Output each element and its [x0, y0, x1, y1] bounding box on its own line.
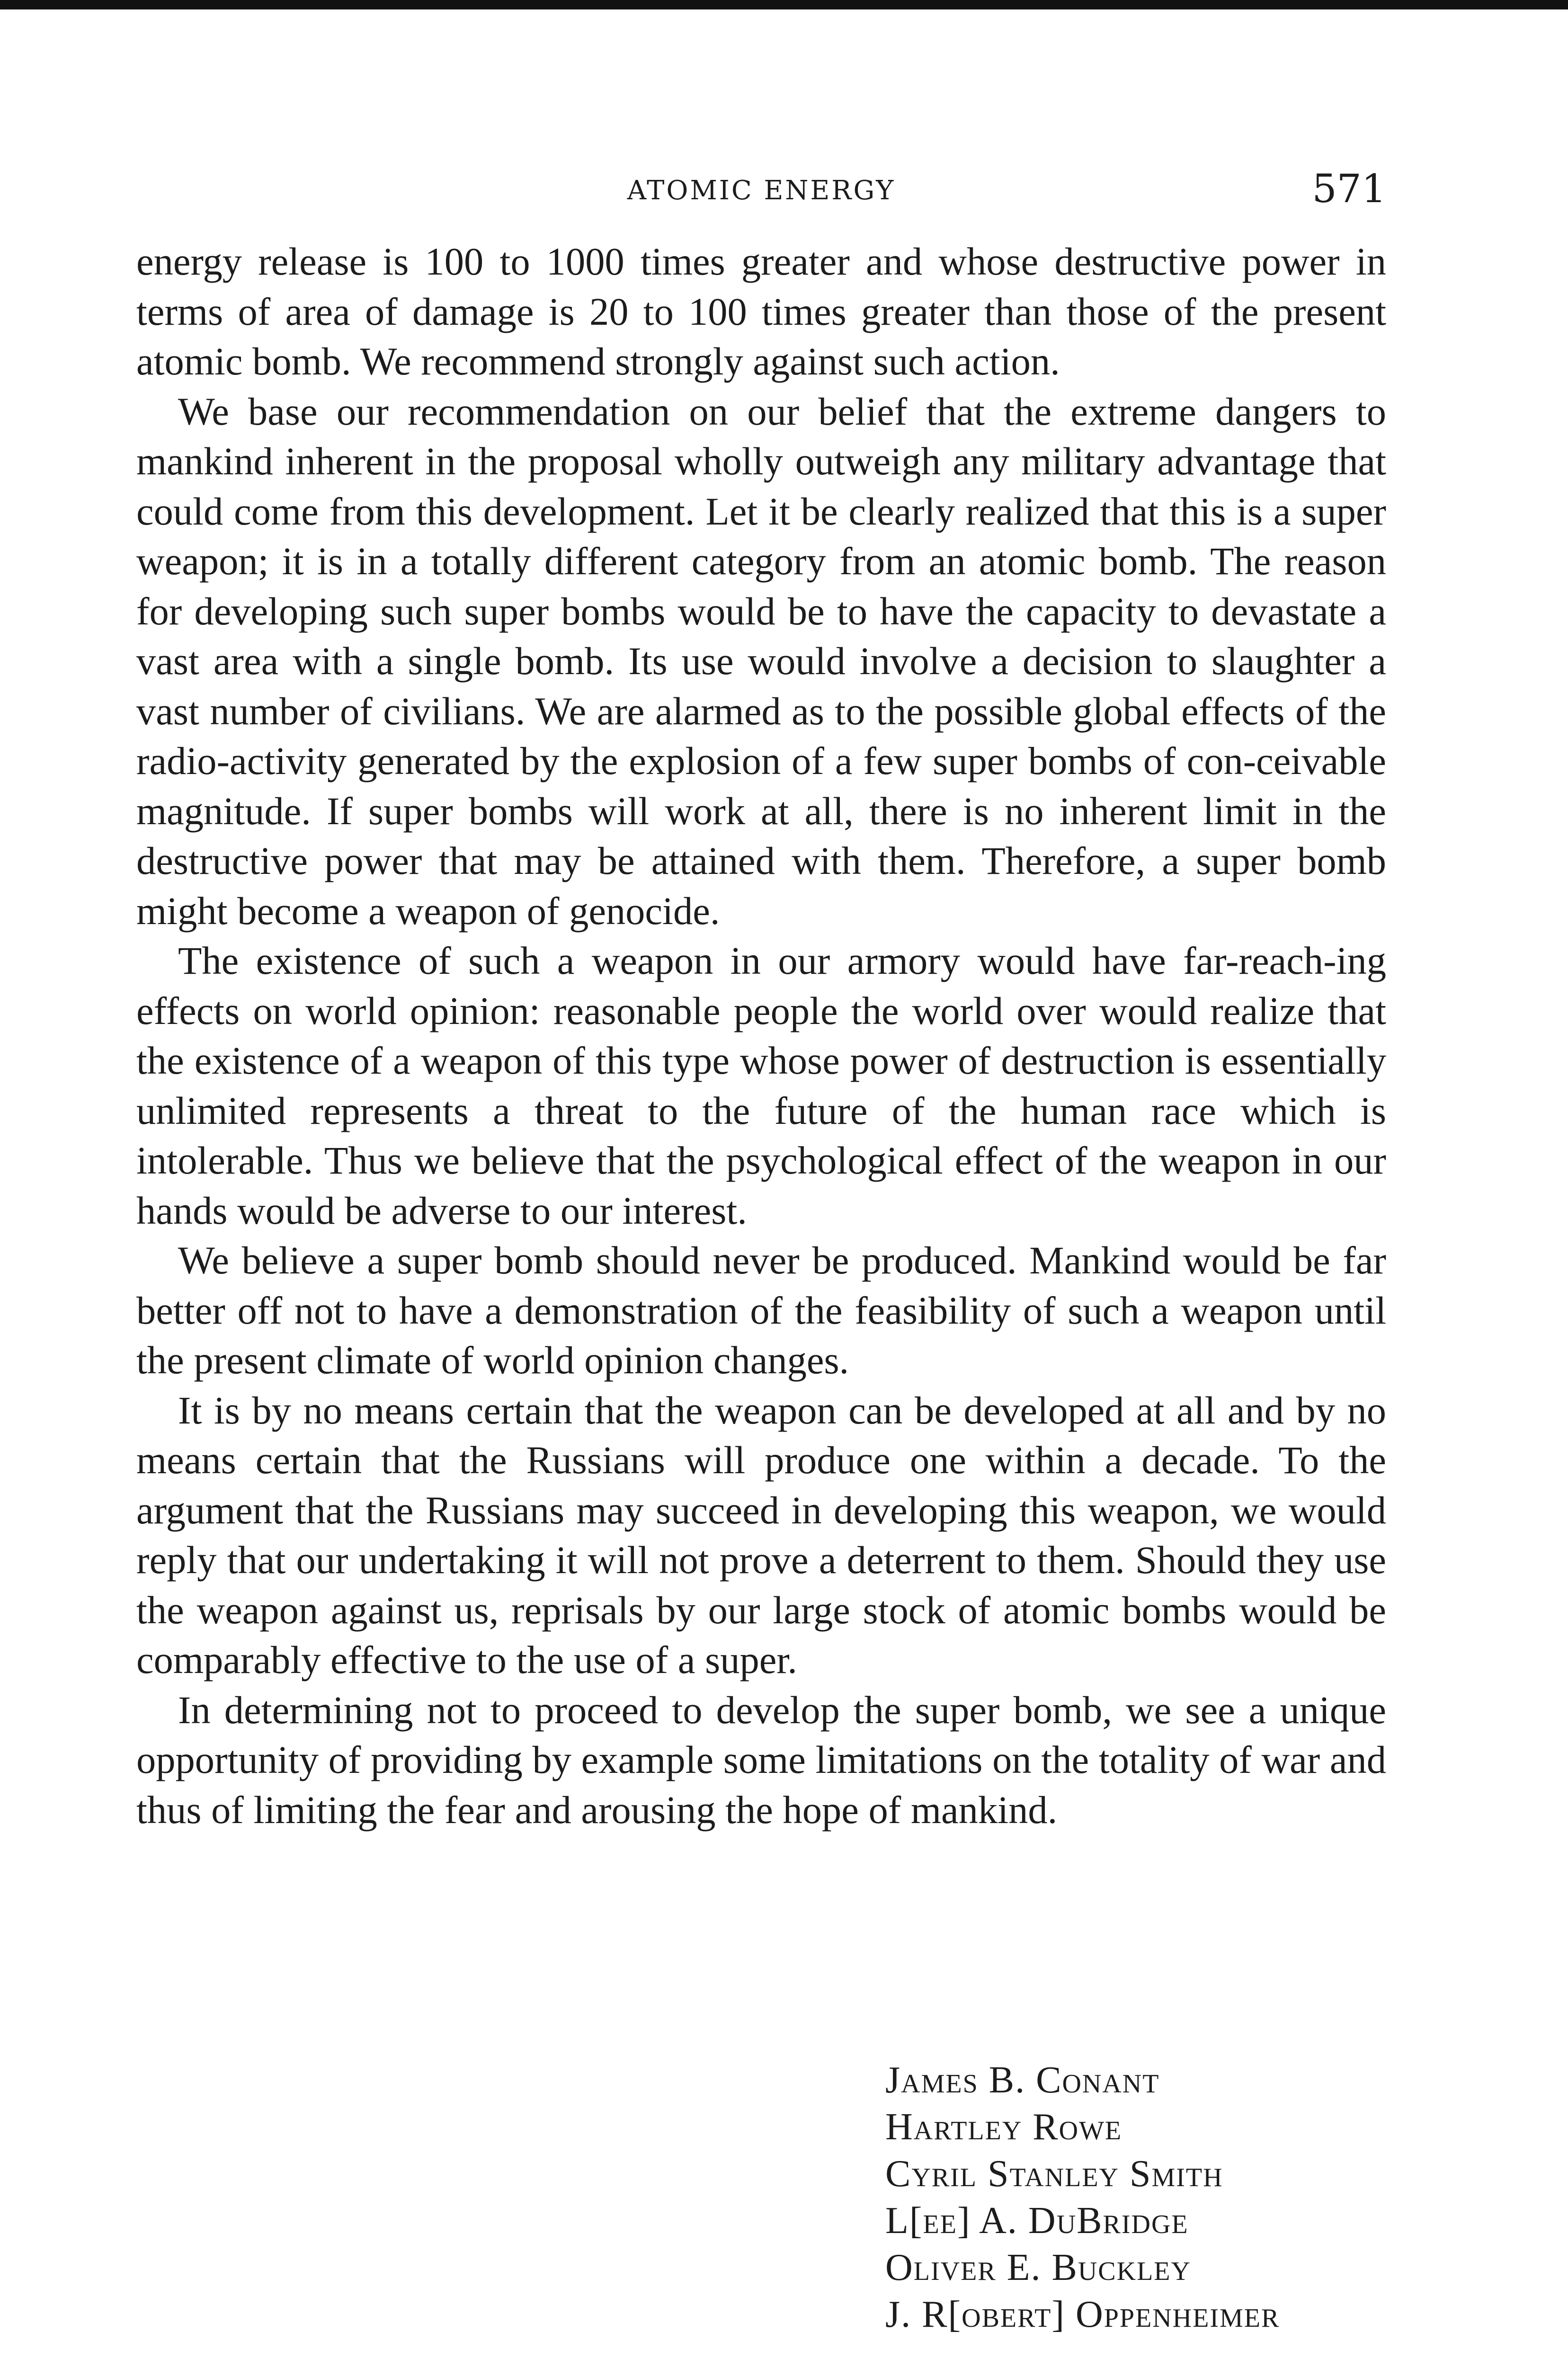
signature-block	[885, 2057, 1280, 2338]
signatory-name: L[ee] A. DuBridge	[885, 2200, 1189, 2242]
page-number: 571	[1312, 167, 1386, 212]
signatory-name: Cyril Stanley Smith	[885, 2153, 1223, 2195]
paragraph-world-opinion: The existence of such a weapon in our armory would have far-reach-ing effects on world opinion: reasonable people the world over would realize that the existence of a weapon of this type whose power of destruction is essentially unlimited represents a threat to the future of the human race which is intolerable. Thus we believe that the psychological effect of the weapon in our hands would be adverse to our interest.	[136, 939, 1386, 1232]
top-edge-rule	[0, 0, 1568, 9]
signatory-name: Hartley Rowe	[885, 2106, 1123, 2148]
paragraph-russians: It is by no means certain that the weapon can be developed at all and by no means certain that the Russians will produce one within a decade. To the argument that the Russians may succeed in developing this weapon, we would reply that our undertaking it will not prove a deterrent to them. Should they use the weapon against us, reprisals by our large stock of atomic bombs would be comparably effective to the use of a super.	[136, 1388, 1386, 1682]
signatory-name: James B. Conant	[885, 2059, 1160, 2101]
paragraph-continuation: energy release is 100 to 1000 times greater and whose destructive power in terms of area of damage is 20 to 100 times greater than those of the present atomic bomb. We recommend strongly against such action.	[136, 240, 1386, 383]
document-page	[136, 156, 1386, 1835]
signatory-name: J. R[obert] Oppenheimer	[885, 2294, 1280, 2335]
paragraph-recommendation-basis: We base our recommendation on our belief that the extreme dangers to mankind inherent in the proposal wholly outweigh any military advantage that could come from this development. Let it be clearly realized that this is a super weapon; it is in a totally different category from an atomic bomb. The reason for developing such super bombs would be to have the capacity to devastate a vast area with a single bomb. Its use would involve a decision to slaughter a vast number of civilians. We are alarmed as to the possible global effects of the radio-activity generated by the explosion of a few super bombs of con-ceivable magnitude. If super bombs will work at all, there is no inherent limit in the destructive power that may be attained with them. Therefore, a super bomb might become a weapon of genocide.	[136, 389, 1386, 933]
running-head	[136, 156, 1386, 222]
body-text	[136, 237, 1386, 1835]
running-head-title: ATOMIC ENERGY	[627, 175, 896, 206]
paragraph-conclusion: In determining not to proceed to develop the super bomb, we see a unique opportunity of providing by example some limitations on the totality of war and thus of limiting the fear and arousing the hope of mankind.	[136, 1688, 1386, 1832]
signatory-name: Oliver E. Buckley	[885, 2247, 1191, 2288]
paragraph-never-produce: We believe a super bomb should never be produced. Mankind would be far better off not to have a demonstration of the feasibility of such a weapon until the present climate of world opinion changes.	[136, 1238, 1386, 1382]
